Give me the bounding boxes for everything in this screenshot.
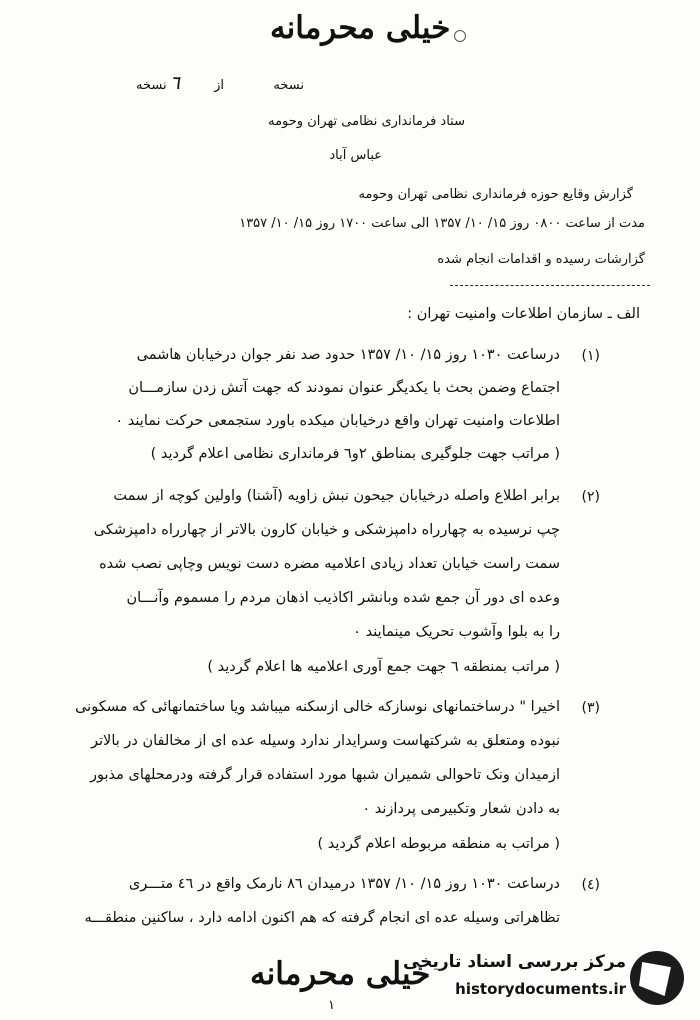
watermark-url: historydocuments.ir	[455, 980, 626, 998]
part-a-heading: الف ـ سازمان اطلاعات وامنیت تهران :	[407, 306, 640, 322]
paragraph-line: چپ نرسیده به چهارراه دامپزشکی و خیابان کارون بالاتر از چهارراه دامپزشکی	[93, 522, 560, 538]
stamp-circle-icon	[454, 30, 466, 42]
paragraph-note: ( مراتب بمنطقه ٦ جهت جمع آوری اعلامیه ها اعلام گردید )	[207, 659, 560, 675]
paragraph-line: درساعت ۱۰۳۰ روز ۱۵/ ۱۰/ ۱۳۵۷ حدود صد نفر جوان درخیابان هاشمی	[136, 347, 560, 363]
paragraph-line: به دادن شعار وتکبیرمی پردازند ٠	[362, 801, 560, 817]
paragraph-line: تظاهراتی وسیله عده ای انجام گرفته که هم اکنون ادامه دارد ، ساکنین منطقـــه	[84, 910, 560, 926]
archive-logo-icon	[630, 951, 684, 1005]
paragraph-line: اجتماع وضمن بحث با یکدیگر عنوان نمودند که جهت آتش زدن سازمـــان	[128, 380, 560, 396]
copy-label: نسخه	[273, 78, 304, 93]
paragraph-note: ( مراتب جهت جلوگیری بمناطق ۲و٦ فرمانداری نظامی اعلام گردید )	[150, 446, 560, 462]
paragraph-note: ( مراتب به منطقه مربوطه اعلام گردید )	[317, 836, 560, 852]
copy-count: ٦	[169, 72, 180, 94]
classification-bottom: خیلی محرمانه	[250, 956, 431, 992]
report-period: مدت از ساعت ۰۸۰۰ روز ۱۵/ ۱۰/ ۱۳۵۷ الی ساعت ۱۷۰۰ روز ۱۵/ ۱۰/ ۱۳۵۷	[239, 216, 645, 231]
recipient-line1: ستاد فرمانداری نظامی تهران وحومه	[268, 114, 465, 129]
copies-label: نسخه	[136, 78, 167, 93]
paragraph-line: اطلاعات وامنیت تهران واقع درخیابان میکده باورد ستجمعی حرکت نمایند ٠	[115, 413, 560, 429]
paragraph-line: نبوده ومتعلق به شرکتهاست وسرایدار ندارد وسیله عده ای از مخالفان در بالاتر	[91, 733, 560, 749]
watermark	[400, 948, 690, 1010]
of-label: از	[214, 78, 224, 93]
paragraph-number: (۱)	[581, 348, 600, 364]
paragraph-number: (۲)	[581, 489, 600, 505]
paragraph-line: ازمیدان ونک تاحوالی شمیران شبها مورد استفاده قرار گرفته ودرمحلهای مذبور	[90, 767, 560, 783]
paragraph-number: (٤)	[581, 877, 600, 893]
paragraph-line: وعده ای دور آن جمع شده وبانشر اکاذیب اذهان مردم را مسموم وآنـــان	[126, 590, 560, 606]
recipient-line2: عباس آباد	[329, 148, 382, 163]
heading-underline	[450, 285, 650, 286]
paragraph-line: را به بلوا وآشوب تحریک مینمایند ٠	[353, 624, 560, 640]
section-heading: گزارشات رسیده و اقدامات انجام شده	[437, 252, 645, 267]
classification-top: خیلی محرمانه	[270, 10, 451, 46]
paragraph-number: (۳)	[581, 700, 600, 716]
watermark-title: مرکز بررسی اسناد تاریخی	[403, 952, 626, 972]
paragraph-line: برابر اطلاع واصله درخیابان جیحون نبش زاویه (آشنا) واولین کوچه از سمت	[113, 488, 560, 504]
page-mark: ۱	[328, 998, 335, 1013]
paragraph-line: سمت راست خیابان تعداد زیادی اعلامیه مضره دست نویس وچاپی نصب شده	[99, 556, 560, 572]
paragraph-line: درساعت ۱۰۳۰ روز ۱۵/ ۱۰/ ۱۳۵۷ درمیدان ۸٦ نارمک واقع در ٤٦ متـــری	[128, 876, 560, 892]
paragraph-line: اخیرا " درساختمانهای نوسازکه خالی ازسکنه میباشد ویا ساختمانهائی که مسکونی	[75, 699, 560, 715]
report-title: گزارش وقایع حوزه فرمانداری نظامی تهران وحومه	[358, 187, 633, 202]
